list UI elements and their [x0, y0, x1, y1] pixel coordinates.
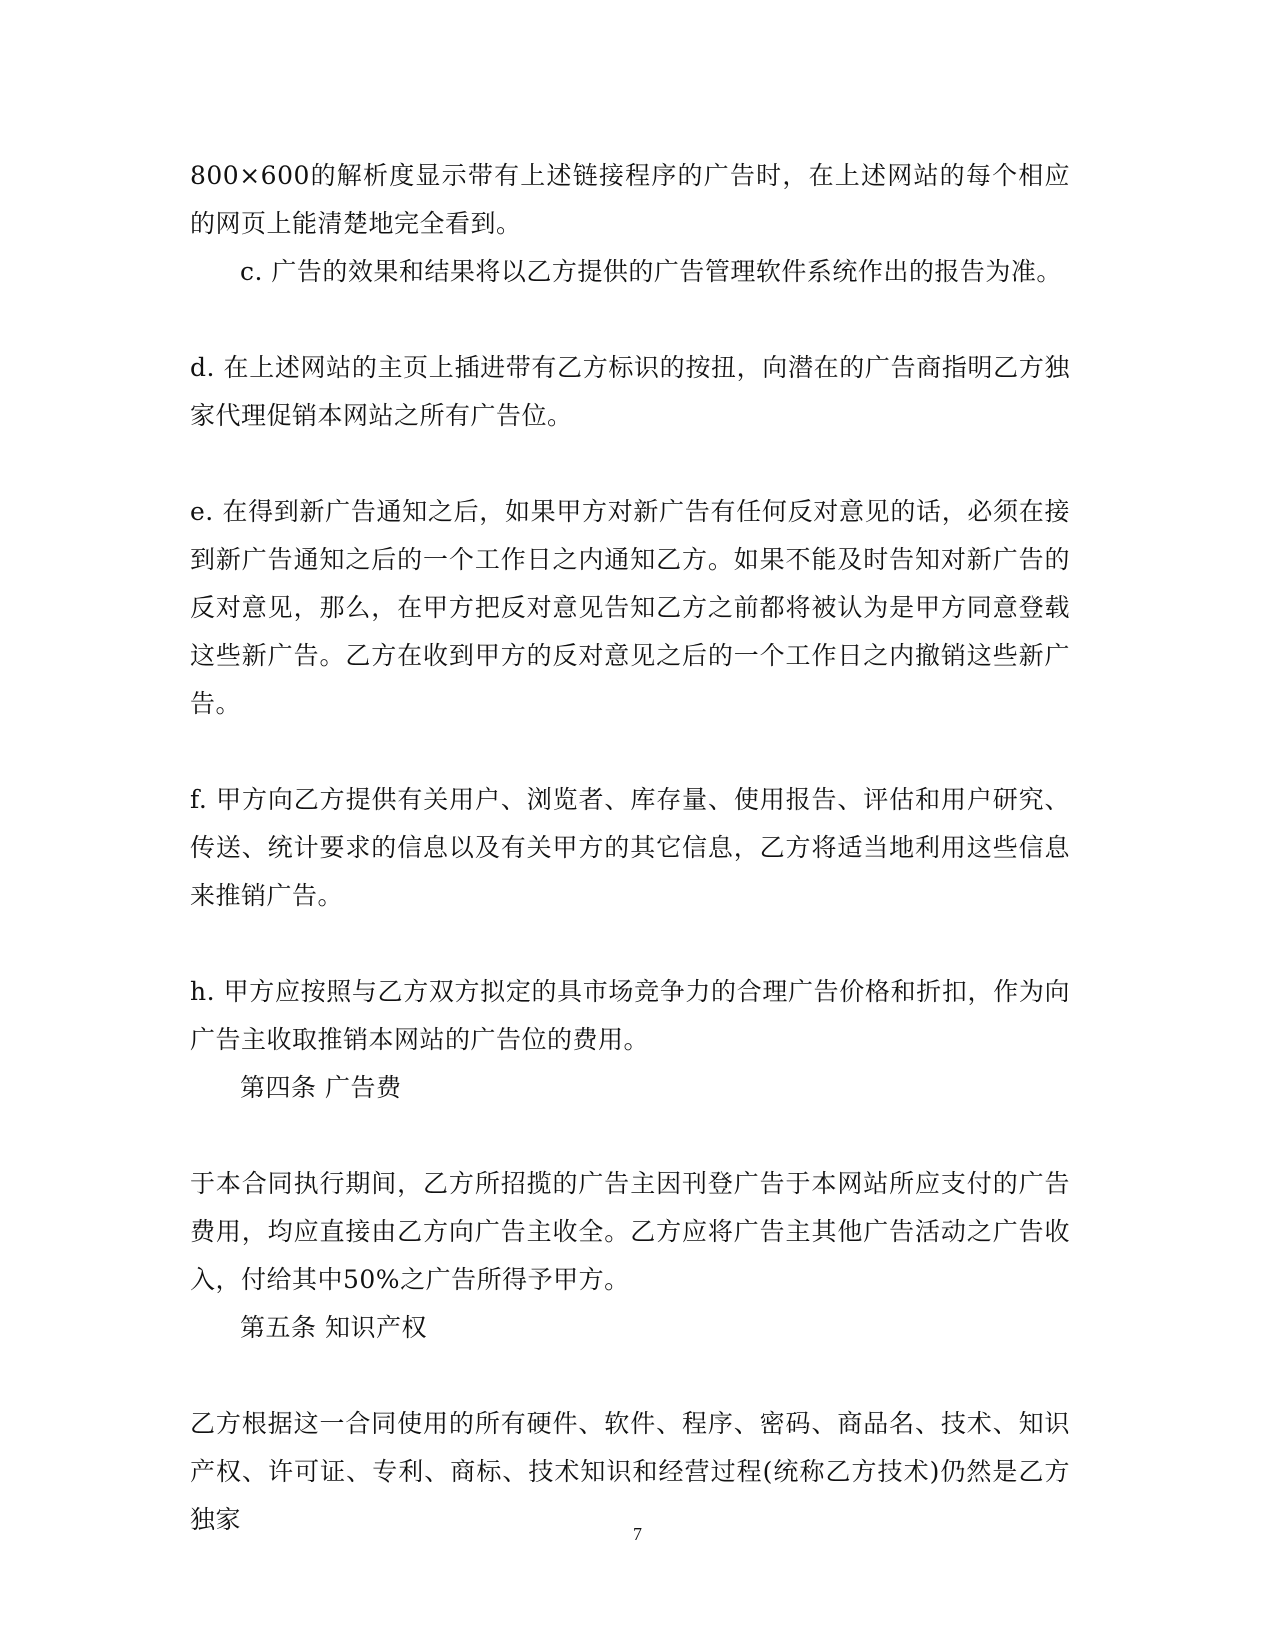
page-number: 7 [633, 1524, 642, 1544]
article-5-body: 乙方根据这一合同使用的所有硬件、软件、程序、密码、商品名、技术、知识产权、许可证、专利、商标、技术知识和经营过程(统称乙方技术)仍然是乙方独家 [190, 1409, 1070, 1534]
paragraph-gap [190, 1112, 1070, 1160]
paragraph-gap [190, 920, 1070, 968]
paragraph-gap [190, 440, 1070, 488]
article-5-heading: 第五条 知识产权 [240, 1313, 427, 1342]
article-4-body: 于本合同执行期间，乙方所招揽的广告主因刊登广告于本网站所应支付的广告费用，均应直接由乙方向广告主收全。乙方应将广告主其他广告活动之广告收入，付给其中50%之广告所得予甲方。 [190, 1169, 1070, 1294]
clause-h: h. 甲方应按照与乙方双方拟定的具市场竞争力的合理广告价格和折扣，作为向广告主收取推销本网站的广告位的费用。 [190, 977, 1070, 1054]
document-body [190, 152, 1070, 1544]
clause-d: d. 在上述网站的主页上插进带有乙方标识的按扭，向潜在的广告商指明乙方独家代理促销本网站之所有广告位。 [190, 353, 1070, 430]
clause-c: c. 广告的效果和结果将以乙方提供的广告管理软件系统作出的报告为准。 [240, 257, 1062, 286]
paragraph-gap [190, 1352, 1070, 1400]
clause-f: f. 甲方向乙方提供有关用户、浏览者、库存量、使用报告、评估和用户研究、传送、统计要求的信息以及有关甲方的其它信息，乙方将适当地利用这些信息来推销广告。 [190, 785, 1070, 910]
paragraph-gap [190, 296, 1070, 344]
clause-e: e. 在得到新广告通知之后，如果甲方对新广告有任何反对意见的话，必须在接到新广告通知之后的一个工作日之内通知乙方。如果不能及时告知对新广告的反对意见，那么，在甲方把反对意见告知乙方之前都将被认为是甲方同意登载这些新广告。乙方在收到甲方的反对意见之后的一个工作日之内撤销这些新广告。 [190, 497, 1070, 718]
paragraph-resolution-continuation: 800×600的解析度显示带有上述链接程序的广告时，在上述网站的每个相应的网页上能清楚地完全看到。 [190, 161, 1070, 238]
article-4-heading: 第四条 广告费 [240, 1073, 402, 1102]
paragraph-gap [190, 728, 1070, 776]
